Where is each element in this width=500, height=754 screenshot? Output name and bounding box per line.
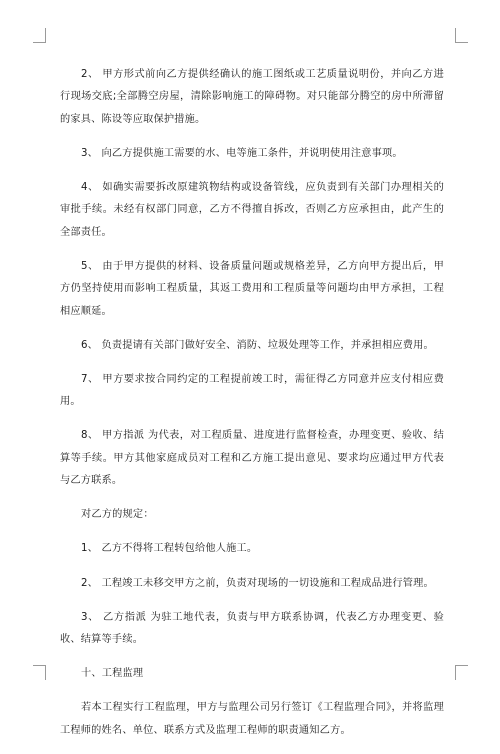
clause-3: 3、 向乙方提供施工需要的水、电等施工条件，并说明使用注意事项。 xyxy=(81,147,403,159)
clause-6: 6、 负责提请有关部门做好安全、消防、垃圾处理等工作，并承担相应费用。 xyxy=(81,339,434,351)
crop-mark-bottom-right xyxy=(455,665,468,680)
clause-5: 5、 由于甲方提供的材料、设备质量问题或规格差异，乙方向甲方提出后，甲方仍坚持使用而影响工程质量，其返工费用和工程质量等问题均由甲方承担，工程相应顺延。 xyxy=(60,260,444,317)
document-body xyxy=(60,64,444,754)
crop-mark-bottom-left xyxy=(33,665,46,680)
clause-4: 4、 如确实需要拆改原建筑物结构或设备管线，应负责到有关部门办理相关的审批手续。未经有权部门同意，乙方不得擅自拆改，否则乙方应承担由，此产生的全部责任。 xyxy=(60,182,444,238)
clause-2: 2、 甲方形式前向乙方提供经确认的施工图纸或工艺质量说明份，并向乙方进行现场交底;全部腾空房屋，清除影响施工的障碍物。对只能部分腾空的房中所滞留的家具、陈设等应取保护措施。 xyxy=(60,69,444,125)
party-b-clause-2: 2、 工程竣工未移交甲方之前，负责对现场的一切设施和工程成品进行管理。 xyxy=(81,577,434,589)
clause-8: 8、 甲方指派 为代表，对工程质量、进度进行监督检查，办理变更、验收、结算等手续。甲方其他家庭成员对工程和乙方施工提出意见、要求均应通过甲方代表与乙方联系。 xyxy=(60,430,444,487)
crop-mark-top-right xyxy=(455,28,468,43)
party-b-rules-heading: 对乙方的规定： xyxy=(81,509,154,521)
party-b-clause-3: 3、 乙方指派 为驻工地代表，负责与甲方联系协调，代表乙方办理变更、验收、结算等手续。 xyxy=(60,611,444,645)
crop-mark-top-left xyxy=(33,28,46,43)
supervision-paragraph: 若本工程实行工程监理，甲方与监理公司另行签订《工程监理合同》，并将监理工程师的姓名、单位、联系方式及监理工程师的职责通知乙方。 xyxy=(60,702,444,736)
section-heading-supervision: 十、工程监理 xyxy=(81,668,144,680)
party-b-clause-1: 1、 乙方不得将工程转包给他人施工。 xyxy=(81,543,258,555)
clause-7: 7、 甲方要求按合同约定的工程提前竣工时，需征得乙方同意并应支付相应费用。 xyxy=(60,373,444,408)
